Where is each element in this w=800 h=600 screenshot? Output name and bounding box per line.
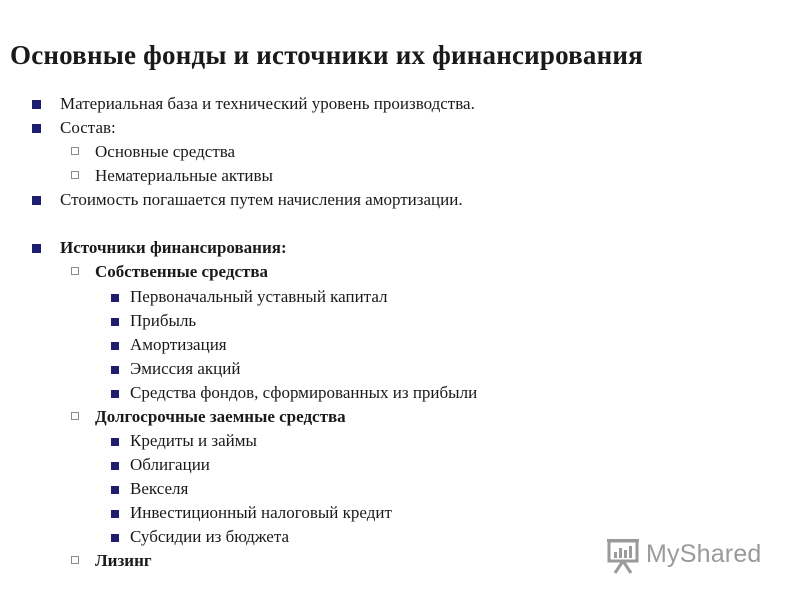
list-item-text: Долгосрочные заемные средства [95, 407, 346, 426]
list-item-text: Собственные средства [95, 262, 269, 281]
list-item-text: Стоимость погашается путем начисления амортизации. [60, 190, 463, 209]
list-item [0, 477, 188, 501]
list-item-text: Прибыль [130, 311, 197, 330]
list-item-text: Источники финансирования: [60, 238, 287, 257]
list-item [0, 549, 152, 573]
list-item-text: Амортизация [130, 335, 227, 354]
hollow-square-bullet-icon [71, 171, 79, 179]
list-item [0, 285, 388, 309]
list-item-text: Векселя [130, 479, 189, 498]
list-item [0, 405, 346, 429]
list-item-text: Облигации [130, 455, 210, 474]
list-item [0, 501, 392, 525]
list-item-text: Инвестиционный налоговый кредит [130, 503, 392, 522]
list-item-text: Средства фондов, сформированных из прибыли [130, 383, 478, 402]
square-bullet-icon [111, 318, 119, 326]
list-item [0, 333, 227, 357]
square-bullet-icon [111, 438, 119, 446]
square-bullet-icon [32, 124, 41, 133]
list-item [0, 309, 196, 333]
square-bullet-icon [32, 196, 41, 205]
list-item [0, 140, 235, 164]
slide-title: Основные фонды и источники их финансирования [10, 40, 643, 70]
list-item [0, 164, 273, 188]
square-bullet-icon [111, 486, 119, 494]
square-bullet-icon [32, 100, 41, 109]
list-item-text: Кредиты и займы [130, 431, 257, 450]
list-item-text: Первоначальный уставный капитал [130, 287, 388, 306]
square-bullet-icon [111, 390, 119, 398]
list-item-text: Основные средства [95, 142, 236, 161]
list-item [0, 92, 475, 116]
hollow-square-bullet-icon [71, 147, 79, 155]
square-bullet-icon [111, 510, 119, 518]
list-item [0, 525, 289, 549]
list-item [0, 116, 116, 140]
list-item-text: Состав: [60, 118, 116, 137]
list-item [0, 357, 240, 381]
hollow-square-bullet-icon [71, 412, 79, 420]
list-item [0, 453, 210, 477]
list-item-text: Лизинг [95, 551, 152, 570]
square-bullet-icon [111, 294, 119, 302]
square-bullet-icon [111, 366, 119, 374]
watermark-logo [606, 536, 766, 576]
square-bullet-icon [32, 244, 41, 253]
list-item-text: Субсидии из бюджета [130, 527, 290, 546]
list-item-text: Нематериальные активы [95, 166, 273, 185]
watermark-text: MyShared [646, 540, 762, 568]
list-item [0, 260, 268, 284]
hollow-square-bullet-icon [71, 267, 79, 275]
square-bullet-icon [111, 534, 119, 542]
list-item [0, 236, 287, 260]
list-item-text: Эмиссия акций [130, 359, 241, 378]
square-bullet-icon [111, 342, 119, 350]
list-item [0, 429, 257, 453]
list-item [0, 381, 477, 405]
hollow-square-bullet-icon [71, 556, 79, 564]
list-item [0, 188, 463, 212]
square-bullet-icon [111, 462, 119, 470]
list-item-text: Материальная база и технический уровень производства. [60, 94, 475, 113]
presentation-board-icon [606, 538, 642, 576]
